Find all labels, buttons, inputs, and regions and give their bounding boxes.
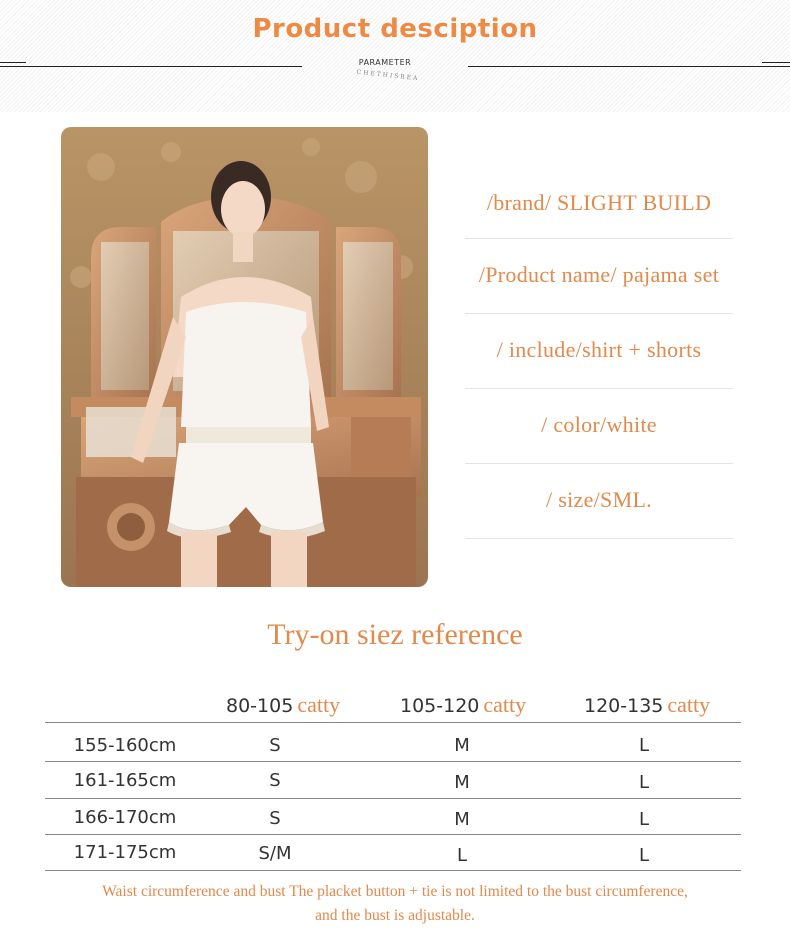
table-cell: L xyxy=(638,809,650,830)
size-note-line: and the bust is adjustable. xyxy=(315,907,475,924)
column-header xyxy=(226,692,340,718)
info-include: / include/shirt + shorts xyxy=(496,337,702,362)
info-brand: /brand/ SLIGHT BUILD xyxy=(486,190,712,215)
table-cell: S xyxy=(269,770,281,791)
size-note-line: Waist circumference and bust The placket button + tie is not limited to the bust circumference, xyxy=(102,883,688,900)
page-title: Product desciption xyxy=(252,14,538,44)
parameter-sublabel: CHETHISBEA xyxy=(356,68,420,83)
parameter-label: PARAMETER xyxy=(358,58,412,67)
table-cell: M xyxy=(454,809,470,830)
table-cell: M xyxy=(454,735,470,756)
divider xyxy=(465,313,733,314)
column-header-unit: catty xyxy=(483,692,527,717)
divider xyxy=(0,66,302,67)
column-header-unit: catty xyxy=(297,692,341,717)
column-header-range: 120-135 xyxy=(584,695,664,717)
table-row-height: 171-175cm xyxy=(73,842,177,863)
table-row-height: 166-170cm xyxy=(73,807,177,828)
info-size: / size/SML. xyxy=(546,487,652,512)
table-row-height: 155-160cm xyxy=(73,735,177,756)
table-cell: S/M xyxy=(258,843,292,864)
divider xyxy=(465,538,733,539)
divider xyxy=(0,62,26,63)
divider xyxy=(465,238,733,239)
column-header-range: 105-120 xyxy=(400,695,480,717)
table-divider xyxy=(45,834,741,835)
table-cell: S xyxy=(269,808,281,829)
table-cell: L xyxy=(638,845,650,866)
column-header xyxy=(584,692,710,718)
table-cell: L xyxy=(456,845,468,866)
table-cell: L xyxy=(638,735,650,756)
column-header xyxy=(400,692,526,718)
table-cell: S xyxy=(269,735,281,756)
divider xyxy=(465,463,733,464)
column-header-unit: catty xyxy=(667,692,711,717)
info-product-name: /Product name/ pajama set xyxy=(478,262,720,287)
table-divider xyxy=(45,798,741,799)
divider xyxy=(468,66,790,67)
divider xyxy=(465,388,733,389)
table-divider xyxy=(45,870,741,871)
product-photo xyxy=(61,127,428,587)
divider xyxy=(762,62,790,63)
info-color: / color/white xyxy=(541,412,657,437)
size-table-title: Try-on siez reference xyxy=(267,618,523,651)
table-divider xyxy=(45,722,741,723)
table-cell: L xyxy=(638,772,650,793)
table-cell: M xyxy=(454,772,470,793)
table-row-height: 161-165cm xyxy=(73,770,177,791)
table-divider xyxy=(45,761,741,762)
size-note xyxy=(0,880,790,928)
product-photo-illustration xyxy=(61,127,428,587)
column-header-range: 80-105 xyxy=(226,695,294,717)
